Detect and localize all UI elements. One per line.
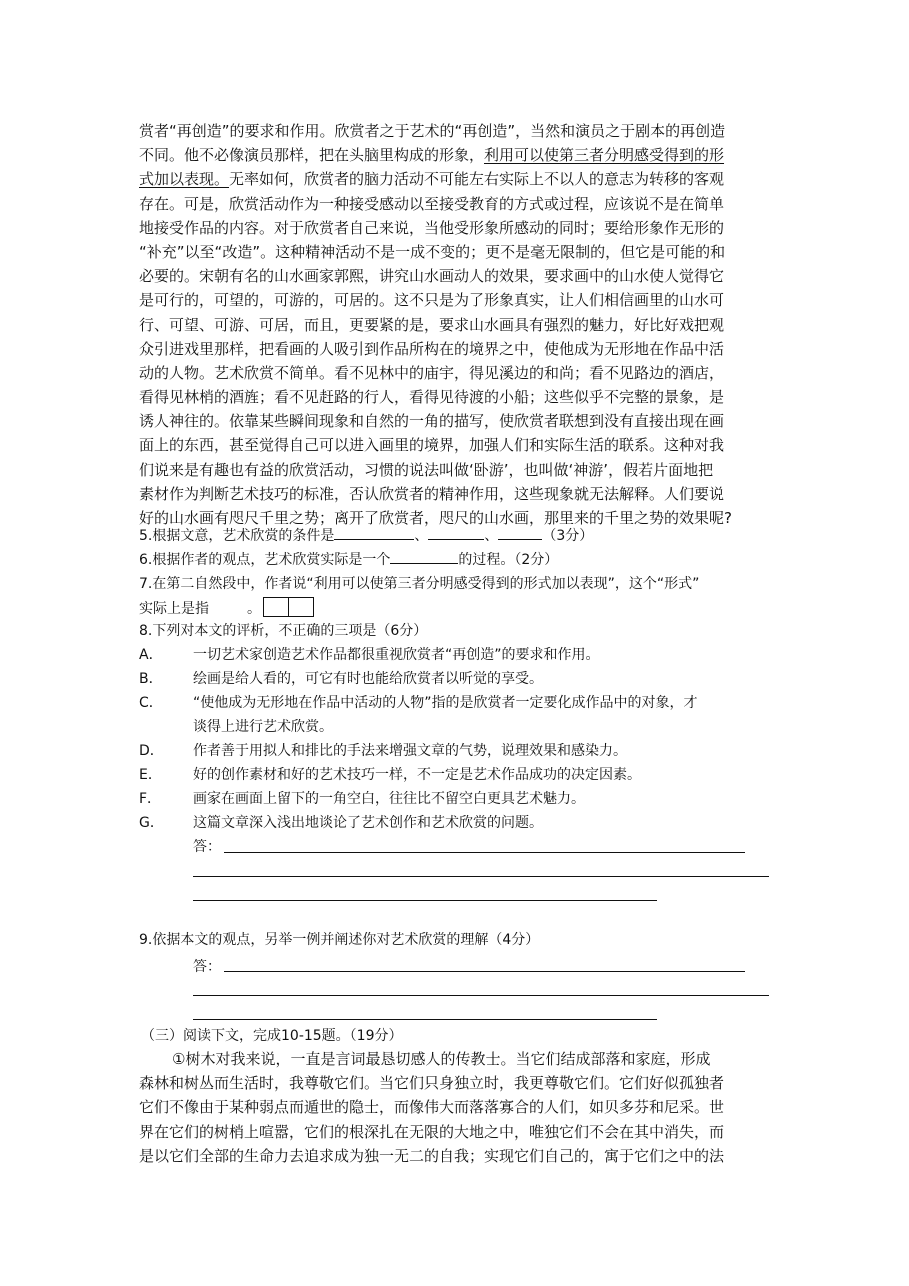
separator: 、	[484, 528, 499, 544]
option-text: 画家在画面上留下的一角空白，往往比不留空白更具艺术魅力。	[193, 791, 585, 807]
answer-line[interactable]	[224, 852, 745, 853]
option-g[interactable]	[139, 811, 543, 835]
passage-line: 存在。可是，欣赏活动作为一种接受感动以至接受教育的方式或过程，应该说不是在简单	[139, 194, 725, 213]
option-c-continued: 谈得上进行艺术欣赏。	[193, 719, 333, 735]
passage-line	[139, 167, 771, 191]
passage-line: 行、可望、可游、可居，而且，更要紧的是，要求山水画具有强烈的魅力，好比好戏把观	[139, 315, 725, 334]
option-text: 作者善于用拟人和排比的手法来增强文章的气势，说理效果和感染力。	[193, 743, 627, 759]
section-3-paragraph	[139, 1047, 771, 1168]
question-7-text: 实际上是指	[139, 601, 209, 617]
passage-line	[139, 143, 771, 167]
option-letter: E．	[139, 767, 162, 783]
answer-box[interactable]	[288, 597, 314, 617]
option-f[interactable]	[139, 787, 585, 811]
question-7-text: 7.在第二自然段中，作者说“利用可以使第三者分明感受得到的形式加以表现”，这个“形式”	[139, 576, 700, 592]
option-c[interactable]	[139, 691, 698, 715]
question-9	[139, 929, 539, 951]
underlined-phrase-end: 式加以表现。	[139, 170, 230, 189]
underlined-phrase: 利用可以使第三者分明感受得到的形	[484, 146, 725, 165]
question-7	[139, 573, 699, 595]
option-text: 绘画是给人看的，可它有时也能给欣赏者以听觉的享受。	[193, 671, 543, 687]
option-letter: B．	[139, 671, 163, 687]
passage-line: 必要的。宋朝有名的山水画家郭熙，讲究山水画动人的效果，要求画中的山水使人觉得它	[139, 267, 725, 286]
passage-line: 众引进戏里那样，把看画的人吸引到作品所构在的境界之中，使他成为无形地在作品中活	[139, 339, 725, 358]
answer-label: 答：	[193, 839, 221, 855]
answer-blank[interactable]	[334, 525, 414, 540]
question-6-tail: 的过程。（2分）	[458, 552, 559, 568]
question-8-text: 8.下列对本文的评析，不正确的三项是（6分）	[139, 623, 428, 639]
passage-line: 面上的东西，甚至觉得自己可以进入画里的境界，加强人们和实际生活的联系。这种对我	[139, 436, 725, 455]
answer-blank[interactable]	[498, 525, 542, 540]
question-5-text: 5.根据文意，艺术欣赏的条件是	[139, 528, 335, 544]
answer-blank[interactable]	[428, 525, 484, 540]
answer-label: 答：	[193, 959, 221, 975]
passage-line: 们说来是有趣也有益的欣赏活动，习惯的说法叫做‘卧游’，也叫做‘神游’，假若片面地把	[139, 460, 714, 479]
question-8	[139, 620, 427, 642]
answer-line[interactable]	[193, 900, 657, 901]
passage-line: 是可行的，可望的，可游的，可居的。这不只是为了形象真实，让人们相信画里的山水可	[139, 291, 725, 310]
passage-line: “补充”以至“改造”。这种精神活动不是一成不变的；更不是毫无限制的，但它是可能的和	[139, 242, 726, 261]
passage-line: 森林和树丛而生活时，我尊敬它们。当它们只身独立时，我更尊敬它们。它们好似孤独者	[139, 1074, 725, 1093]
passage-line-text: 无率如何，欣赏者的脑力活动不可能左右实际上不以人的意志为转移的客观	[229, 170, 725, 189]
option-letter: F．	[139, 791, 162, 807]
option-d[interactable]	[139, 739, 627, 763]
passage-line: 素材作为判断艺术技巧的标准，否认欣赏者的精神作用，这些现象就无法解释。人们要说	[139, 484, 725, 503]
question-6	[139, 549, 558, 571]
answer-line[interactable]	[193, 995, 769, 996]
option-letter: G．	[139, 815, 164, 831]
option-b[interactable]	[139, 667, 543, 691]
passage-line: 地接受作品的内容。对于欣赏者自己来说，当他受形象所感动的同时；要给形象作无形的	[139, 218, 725, 237]
option-letter: C．	[139, 695, 163, 711]
passage-line: 动的人物。艺术欣赏不简单。看不见林中的庙宇，得见溪边的和尚；看不见路边的酒店，	[139, 363, 725, 382]
option-text: 一切艺术家创造艺术作品都很重视欣赏者“再创造”的要求和作用。	[193, 647, 600, 663]
option-text: 好的创作素材和好的艺术技巧一样，不一定是艺术作品成功的决定因素。	[193, 767, 641, 783]
separator: 、	[414, 528, 429, 544]
section-3-heading: （三）阅读下文，完成10-15题。（19分）	[141, 1028, 403, 1044]
question-6-text: 6.根据作者的观点，艺术欣赏实际是一个	[139, 552, 391, 568]
answer-line[interactable]	[193, 1019, 657, 1020]
passage-paragraph	[139, 119, 771, 530]
option-text: 这篇文章深入浅出地谈论了艺术创作和艺术欣赏的问题。	[193, 815, 543, 831]
option-e[interactable]	[139, 763, 641, 787]
period: 。	[247, 601, 261, 617]
passage-line: 赏者“再创造”的要求和作用。欣赏者之于艺术的“再创造”，当然和演员之于剧本的再创造	[139, 122, 726, 140]
passage-line-text: 不同。他不必像演员那样，把在头脑里构成的形象，	[139, 146, 485, 165]
question-9-text: 9.依据本文的观点，另举一例并阐述你对艺术欣赏的理解（4分）	[139, 932, 540, 948]
passage-line: ①树木对我来说，一直是言词最恳切感人的传教士。当它们结成部落和家庭，形成	[172, 1050, 711, 1068]
passage-line: 界在它们的树梢上喧嚣，它们的根深扎在无限的大地之中，唯独它们不会在其中消失，而	[139, 1122, 725, 1141]
question-score: （3分）	[542, 528, 594, 544]
question-5	[139, 525, 593, 547]
answer-box[interactable]	[263, 597, 289, 617]
option-text: “使他成为无形地在作品中活动的人物”指的是欣赏者一定要化成作品中的对象，才	[193, 695, 698, 711]
answer-blank[interactable]	[390, 549, 458, 564]
passage-line: 诱人神往的。依靠某些瞬间现象和自然的一角的描写，使欣赏者联想到没有直接出现在画	[139, 412, 725, 431]
answer-line[interactable]	[224, 971, 745, 972]
passage-line: 它们不像由于某种弱点而遁世的隐士，而像伟大而落落寡合的人们，如贝多芬和尼采。世	[139, 1098, 725, 1117]
option-letter: D．	[139, 743, 164, 759]
passage-line: 看得见林梢的酒旌；看不见赶路的行人，看得见待渡的小船；这些似乎不完整的景象，是	[139, 388, 725, 407]
answer-line[interactable]	[193, 876, 769, 877]
option-letter: A．	[139, 647, 163, 663]
option-a[interactable]	[139, 643, 600, 667]
passage-line: 好的山水画有咫尺千里之势；离开了欣赏者，咫尺的山水画，那里来的千里之势的效果呢?	[139, 509, 732, 527]
passage-line: 是以它们全部的生命力去追求成为独一无二的自我；实现它们自己的，寓于它们之中的法	[139, 1146, 725, 1165]
